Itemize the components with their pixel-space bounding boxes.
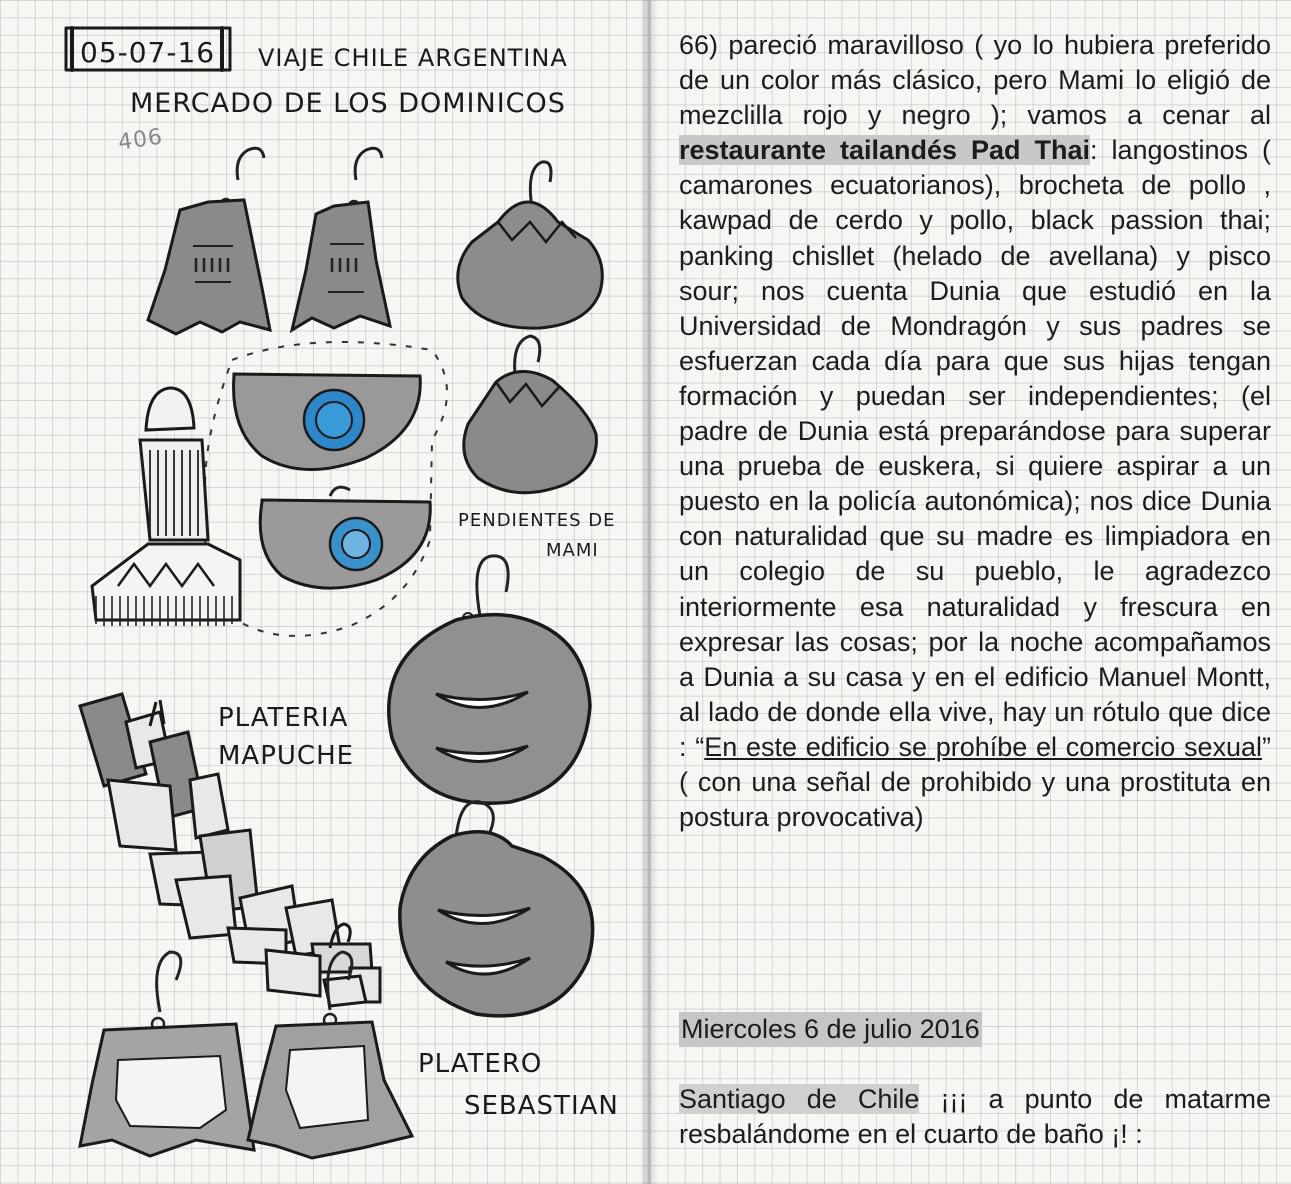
entry-date-heading: Miercoles 6 de julio 2016 [679,1012,982,1047]
paragraph-part-2: : langostinos ( camarones ecuatorianos), brocheta de pollo , kawpad de cerdo y pollo, black passion thai; panking chisllet (helado de avellana) y pisco sour; nos cuenta Dunia que estudió en la Universidad de Mondragón y sus padres se esfuerzan cada día para que sus hijas tengan formación y puedan ser independientes; (el padre de Dunia está preparándose para superar una prueba de euskera, si quiere aspirar a un puesto en la policía autonómica); nos dice Dunia con naturalidad que su madre es limpiadora en un colegio de su pueblo, le agradezco interiormente esa naturalidad y frescura en expresar las cosas; por la noche acompañamos a Dunia a su casa y en el edificio Manuel Montt, al lado de donde ella vive, hay un rótulo que dice : “ [679,135,1271,762]
journal-paragraph [679,28,1271,835]
label-platero: PLATERO [418,1049,543,1079]
paragraph-part-3: ” ( con una señal de prohibido y una prostituta en postura provocativa) [679,731,1272,833]
entry-place: Santiago de Chile [679,1084,920,1114]
scribble-number: 406 [116,124,165,156]
square-earring-left [80,952,254,1156]
restaurant-name: restaurante tailandés Pad Thai [679,135,1090,166]
label-plateria: PLATERIA [218,703,349,733]
entry-text: ¡¡¡ a punto de matarme resbalándome en el cuarto de baño ¡! : [679,1084,1271,1150]
sign-quote: En este edificio se prohíbe el comercio sexual [704,731,1263,762]
label-mapuche: MAPUCHE [218,741,355,771]
paragraph-part-1: 66) pareció maravilloso ( yo lo hubiera preferido de un color más clásico, pero Mami lo eligió de mezclilla rojo y negro ); vamos a cenar al [679,30,1271,131]
trip-title: VIAJE CHILE ARGENTINA [258,44,568,72]
halfmoon-earring-1 [234,374,421,470]
label-mami: MAMI [546,540,599,561]
paragraph-body [679,28,1271,835]
round-earring-1 [458,162,603,328]
label-sebastian: SEBASTIAN [464,1091,619,1121]
label-pendientes: PENDIENTES DE [458,510,616,531]
trapezoid-earring-right [292,148,390,330]
fringe-earring [92,388,240,626]
market-title: MERCADO DE LOS DOMINICOS [130,88,566,119]
trapezoid-earring-left [148,148,270,334]
round-earring-2 [464,336,597,493]
smile-earring-1 [389,556,590,803]
halfmoon-earring-2 [260,487,430,588]
smile-earring-2 [400,802,593,1016]
entry-start-text [679,1082,1271,1152]
date-label: 05-07-16 [80,36,216,69]
